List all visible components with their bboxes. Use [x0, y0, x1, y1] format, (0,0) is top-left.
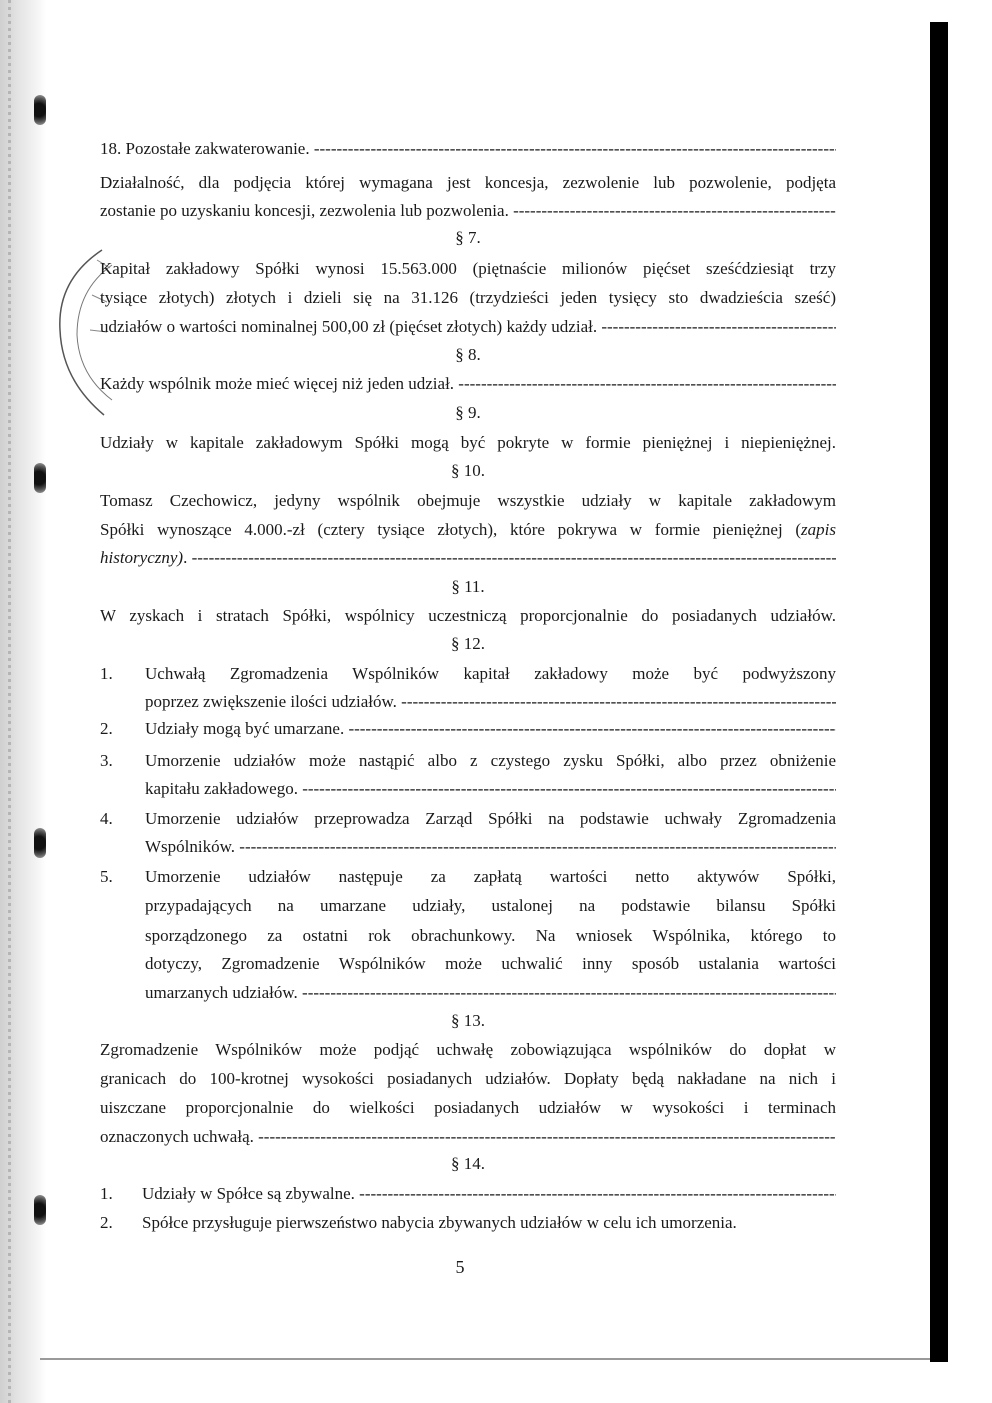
list-item-line: Umorzenie udziałów może nastąpić albo z czystego zysku Spółki, albo przez obniżenie: [145, 751, 836, 770]
section-12-heading: § 12.: [451, 634, 485, 653]
list-item-number: 2.: [100, 719, 113, 738]
punch-hole-icon: [34, 1195, 46, 1225]
scan-left-edge: [0, 0, 46, 1403]
list-item-line: Umorzenie udziałów przeprowadza Zarząd Spółki na podstawie uchwały Zgromadzenia: [145, 809, 836, 828]
scan-right-border: [930, 22, 948, 1362]
list-item-line: kapitału zakładowego. -----: [145, 778, 836, 800]
section-8-heading: § 8.: [455, 345, 481, 364]
list-item-number: 1.: [100, 1184, 113, 1203]
section-11-line1: W zyskach i stratach Spółki, wspólnicy uczestniczą proporcjonalnie do posiadanych udziałów.: [100, 606, 836, 625]
section-13-line4: oznaczonych uchwałą. -----: [100, 1126, 836, 1148]
list-item-line: Umorzenie udziałów następuje za zapłatą wartości netto aktywów Spółki,: [145, 867, 836, 886]
punch-hole-icon: [34, 828, 46, 858]
section-7-line3: udziałów o wartości nominalnej 500,00 zł (pięćset złotych) każdy udział. -----: [100, 316, 836, 338]
section-13-line1: Zgromadzenie Wspólników może podjąć uchwałę zobowiązująca wspólników do dopłat w: [100, 1040, 836, 1059]
page-number: 5: [455, 1257, 465, 1277]
punch-hole-icon: [34, 95, 46, 125]
section-8-line1: Każdy wspólnik może mieć więcej niż jeden udział. -----: [100, 373, 836, 395]
section-13-line3: uiszczane proporcjonalnie do wielkości posiadanych udziałów w wysokości i terminach: [100, 1098, 836, 1117]
section-9-line1: Udziały w kapitale zakładowym Spółki mogą być pokryte w formie pieniężnej i niepieniężnej.: [100, 433, 836, 452]
list-item-line: dotyczy, Zgromadzenie Wspólników może uchwalić inny sposób ustalania wartości: [145, 954, 836, 973]
list-item-line: poprzez zwiększenie ilości udziałów. -----: [145, 691, 836, 713]
section-13-line2: granicach do 100-krotnej wysokości posiadanych udziałów. Dopłaty będą nakładane na nich i: [100, 1069, 836, 1088]
list-item-line: Spółce przysługuje pierwszeństwo nabycia zbywanych udziałów w celu ich umorzenia.: [142, 1213, 737, 1232]
list-item-line: Uchwałą Zgromadzenia Wspólników kapitał zakładowy może być podwyższony: [145, 664, 836, 683]
list-item-number: 2.: [100, 1213, 113, 1232]
list-item-line: przypadających na umarzane udziały, ustalonej na podstawie bilansu Spółki: [145, 896, 836, 915]
list-item-line: Udziały w Spółce są zbywalne. -----: [142, 1183, 836, 1205]
section-10-line1: Tomasz Czechowicz, jedyny wspólnik obejmuje wszystkie udziały w kapitale zakładowym: [100, 491, 836, 510]
section-10-line2: Spółki wynoszące 4.000.-zł (cztery tysiące złotych), które pokrywa w formie pieniężnej (zapis: [100, 520, 836, 539]
section-7-line1: Kapitał zakładowy Spółki wynosi 15.563.000 (piętnaście milionów pięćset sześćdziesiąt trzy: [100, 259, 836, 278]
section-10-line3: historyczny). -----: [100, 547, 836, 569]
list-item-number: 5.: [100, 867, 113, 886]
section-18-line2: Działalność, dla podjęcia której wymagana jest koncesja, zezwolenie lub pozwolenie, podjęta: [100, 173, 836, 192]
section-11-heading: § 11.: [451, 577, 485, 596]
list-item-line: Wspólników. -----: [145, 836, 836, 858]
section-10-heading: § 10.: [451, 461, 485, 480]
scan-bottom-edge: [40, 1358, 930, 1360]
punch-hole-icon: [34, 463, 46, 493]
list-item-number: 4.: [100, 809, 113, 828]
section-18-line1: 18. Pozostałe zakwaterowanie. -----: [100, 138, 836, 160]
section-14-heading: § 14.: [451, 1154, 485, 1173]
section-18-line3: zostanie po uzyskaniu koncesji, zezwolenia lub pozwolenia. -----: [100, 200, 836, 222]
section-7-line2: tysiące złotych) złotych i dzieli się na 31.126 (trzydzieści jeden tysięcy sto dwadzieścia sześć): [100, 288, 836, 307]
list-item-line: Udziały mogą być umarzane. -----: [145, 718, 836, 740]
list-item-line: umarzanych udziałów. -----: [145, 982, 836, 1004]
list-item-number: 1.: [100, 664, 113, 683]
section-13-heading: § 13.: [451, 1011, 485, 1030]
list-item-line: sporządzonego za ostatni rok obrachunkowy. Na wniosek Wspólnika, którego to: [145, 926, 836, 945]
section-7-heading: § 7.: [455, 228, 481, 247]
section-9-heading: § 9.: [455, 403, 481, 422]
list-item-number: 3.: [100, 751, 113, 770]
